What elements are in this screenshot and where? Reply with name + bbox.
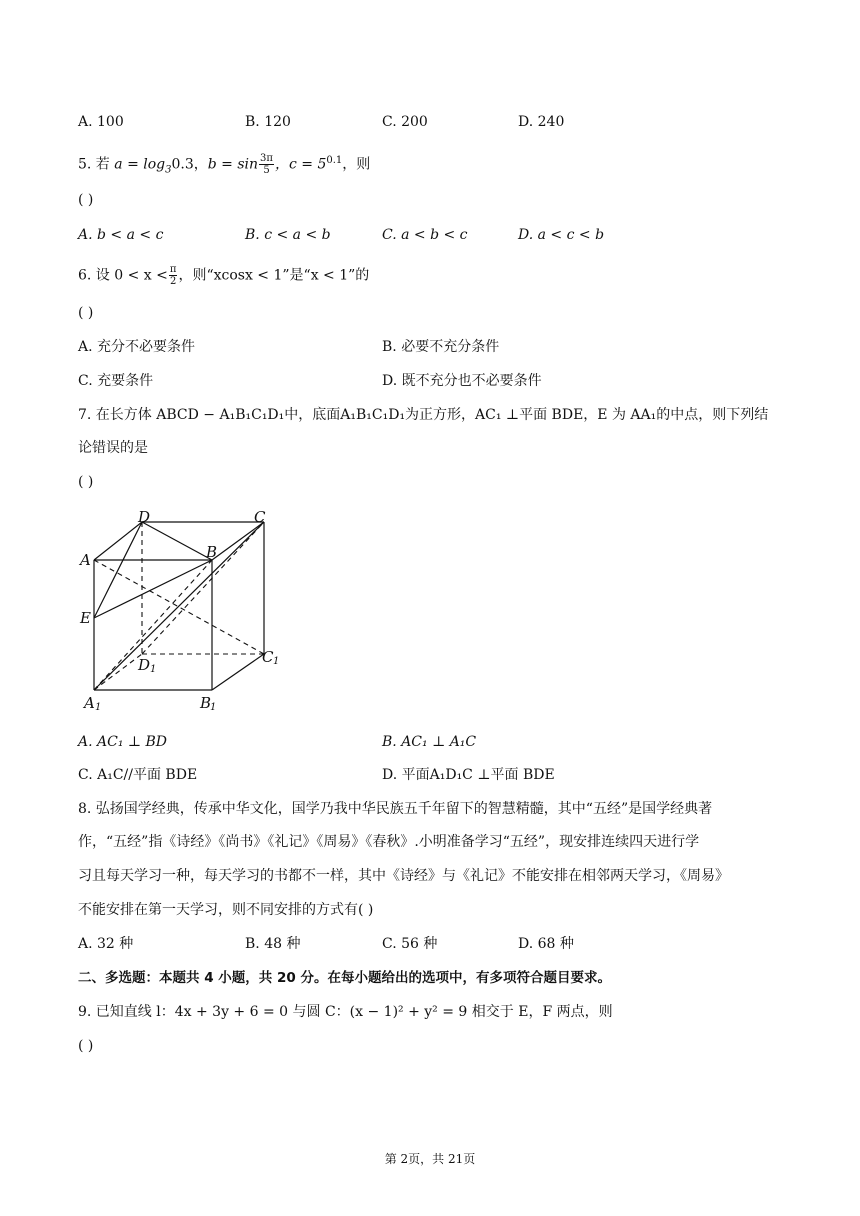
label-e: E bbox=[80, 609, 91, 627]
q8-stem-line2: 作，“五经”指《诗经》《尚书》《礼记》《周易》《春秋》.小明准备学习“五经”，现安排连续四天进行学 bbox=[78, 834, 700, 850]
label-a: A bbox=[80, 551, 91, 569]
q5-option-a: A. b < a < c bbox=[78, 227, 164, 243]
q4-option-d: D. 240 bbox=[518, 114, 565, 130]
label-b1: B bbox=[200, 694, 212, 712]
q8-option-d: D. 68 种 bbox=[518, 936, 574, 952]
q7-option-d: D. 平面A₁D₁C ⊥平面 BDE bbox=[382, 767, 555, 783]
q6-fraction: $\frac{\pi}{2}$ bbox=[169, 264, 177, 287]
label-c1-sub: 1 bbox=[273, 656, 280, 667]
q8-option-c: C. 56 种 bbox=[382, 936, 438, 952]
q9-stem: 9. 已知直线 l：4x + 3y + 6 = 0 与圆 C：(x − 1)² + y² = 9 相交于 E，F 两点，则 bbox=[78, 1004, 613, 1020]
q8-option-b: B. 48 种 bbox=[245, 936, 301, 952]
page-footer: 第 2页，共 21页 bbox=[384, 1152, 476, 1166]
q5-option-d: D. a < c < b bbox=[518, 227, 605, 243]
label-d1-sub: 1 bbox=[150, 664, 157, 675]
q6-option-a: A. 充分不必要条件 bbox=[78, 339, 196, 355]
q4-option-b: B. 120 bbox=[245, 114, 291, 130]
q8-stem-line3: 习且每天学习一种，每天学习的书都不一样，其中《诗经》与《礼记》不能安排在相邻两天学习，《周易》 bbox=[78, 868, 729, 884]
q6-paren: ( ) bbox=[78, 305, 94, 321]
q4-option-a: A. 100 bbox=[78, 114, 124, 130]
label-c: C bbox=[254, 508, 266, 526]
q5-stem: 5. 若 $a = \log_30.3$，b = sin $\frac{3\pi}{5}$ ，$c = 5^{0.1}$，则 bbox=[78, 153, 371, 177]
label-c1: C bbox=[262, 648, 274, 666]
q7-paren: ( ) bbox=[78, 474, 94, 490]
q7-stem-line2: 论错误的是 bbox=[78, 440, 148, 456]
section-heading: 二、多选题：本题共 4 小题，共 20 分。在每小题给出的选项中，有多项符合题目要求。 bbox=[78, 970, 611, 986]
label-b: B bbox=[206, 543, 218, 561]
q7-option-a: A. AC₁ ⊥ BD bbox=[78, 734, 168, 750]
q4-option-c: C. 200 bbox=[382, 114, 428, 130]
q6-option-c: C. 充要条件 bbox=[78, 373, 154, 389]
q8-stem-line4: 不能安排在第一天学习，则不同安排的方式有( ) bbox=[78, 902, 374, 918]
q5-paren: ( ) bbox=[78, 192, 94, 208]
q7-stem-line1: 7. 在长方体 ABCD − A₁B₁C₁D₁中，底面A₁B₁C₁D₁为正方形，AC₁ ⊥平面 BDE，E 为 AA₁的中点，则下列结 bbox=[78, 407, 769, 423]
label-a1: A bbox=[84, 694, 95, 712]
q5-option-b: B. c < a < b bbox=[245, 227, 331, 243]
label-d: D bbox=[138, 508, 151, 526]
q5-fraction: $\frac{3\pi}{5}$ bbox=[260, 153, 273, 177]
q6-option-d: D. 既不充分也不必要条件 bbox=[382, 373, 542, 389]
q7-option-b: B. AC₁ ⊥ A₁C bbox=[382, 734, 477, 750]
label-d1: D bbox=[138, 656, 151, 674]
label-b1-sub: 1 bbox=[210, 702, 217, 713]
q9-paren: ( ) bbox=[78, 1038, 94, 1054]
q8-stem-line1: 8. 弘扬国学经典，传承中华文化，国学乃我中华民族五千年留下的智慧精髓，其中“五经”是国学经典著 bbox=[78, 801, 713, 817]
q5-option-c: C. a < b < c bbox=[382, 227, 468, 243]
q6-stem: 6. 设 0 < x < $\frac{\pi}{2}$ ，则“xcosx < 1”是“x < 1”的 bbox=[78, 264, 370, 287]
q7-option-c: C. A₁C//平面 BDE bbox=[78, 767, 198, 783]
q8-option-a: A. 32 种 bbox=[78, 936, 134, 952]
label-a1-sub: 1 bbox=[95, 702, 102, 713]
cuboid-figure bbox=[74, 504, 294, 716]
q6-option-b: B. 必要不充分条件 bbox=[382, 339, 500, 355]
